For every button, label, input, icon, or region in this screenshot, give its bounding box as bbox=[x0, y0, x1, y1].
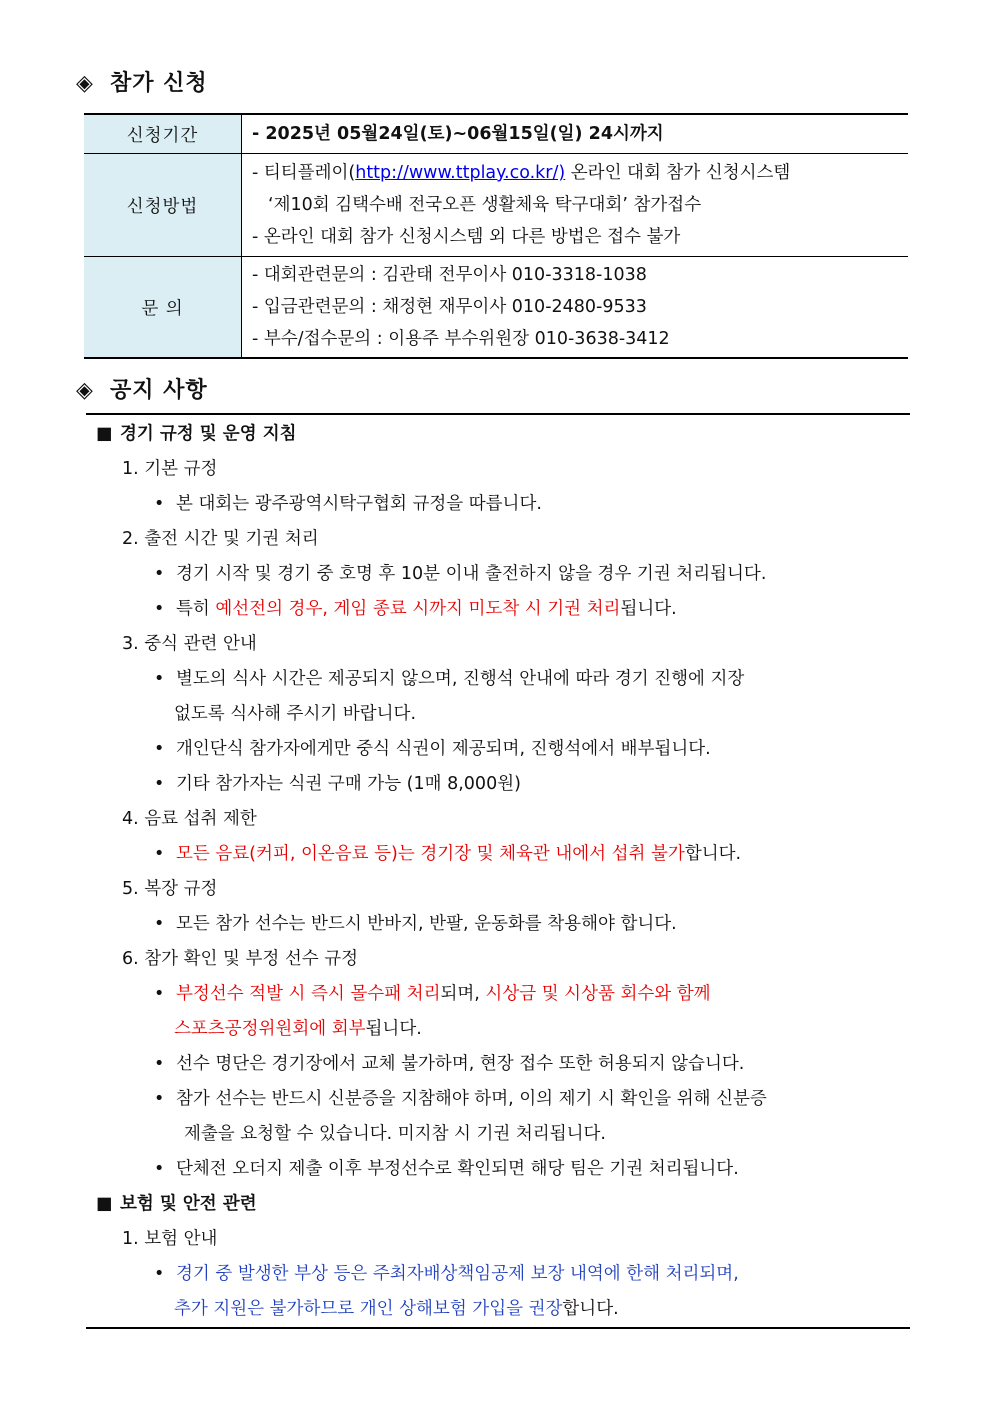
bullet-icon: • bbox=[154, 599, 165, 619]
bullet-icon: • bbox=[154, 1264, 165, 1284]
bullet-icon: • bbox=[154, 669, 165, 689]
heading-rules: ■ 경기 규정 및 운영 지침 bbox=[86, 417, 910, 452]
square-bullet-icon: ■ bbox=[96, 424, 113, 444]
list-item: • 모든 참가 선수는 반드시 반바지, 반팔, 운동화를 착용해야 합니다. bbox=[86, 907, 910, 942]
bullet-icon: • bbox=[154, 844, 165, 864]
list-item: • 경기 중 발생한 부상 등은 주최자배상책임공제 보장 내역에 한해 처리되며, bbox=[86, 1257, 910, 1292]
item-title: 4. 음료 섭취 제한 bbox=[122, 809, 257, 829]
list-item: • 부정선수 적발 시 즉시 몰수패 처리되며, 시상금 및 시상품 회수와 함께 bbox=[86, 977, 910, 1012]
bullet-icon: • bbox=[154, 739, 165, 759]
item-title: 3. 중식 관련 안내 bbox=[122, 634, 257, 654]
item-title: 6. 참가 확인 및 부정 선수 규정 bbox=[122, 949, 359, 969]
list-item-continuation: 제출을 요청할 수 있습니다. 미지참 시 기권 처리됩니다. bbox=[184, 1124, 606, 1144]
list-item: • 기타 참가자는 식권 구매 가능 (1매 8,000원) bbox=[86, 767, 910, 802]
item-title: 1. 기본 규정 bbox=[122, 459, 218, 479]
list-item-continuation: 없도록 식사해 주시기 바랍니다. bbox=[174, 704, 417, 724]
bullet-icon: • bbox=[154, 914, 165, 934]
item-title: 5. 복장 규정 bbox=[122, 879, 218, 899]
bullet-icon: • bbox=[154, 564, 165, 584]
list-item: • 경기 시작 및 경기 중 호명 후 10분 이내 출전하지 않을 경우 기권 처리됩니다. bbox=[86, 557, 910, 592]
list-item: • 참가 선수는 반드시 신분증을 지참해야 하며, 이의 제기 시 확인을 위해 신분증 bbox=[86, 1082, 910, 1117]
contact-line-payment: - 입금관련문의 : 채정현 재무이사 010-2480-9533 bbox=[252, 297, 647, 317]
contact-line-entry: - 부수/접수문의 : 이용주 부수위원장 010-3638-3412 bbox=[252, 329, 670, 349]
contact-line-event: - 대회관련문의 : 김관태 전무이사 010-3318-1038 bbox=[252, 265, 647, 285]
notice-bottom-rule bbox=[86, 1327, 910, 1329]
bullet-icon: • bbox=[154, 1089, 165, 1109]
period-row bbox=[84, 114, 908, 154]
list-item: • 본 대회는 광주광역시탁구협회 규정을 따릅니다. bbox=[86, 487, 910, 522]
square-bullet-icon: ■ bbox=[96, 1194, 113, 1214]
method-line-1: - 티티플레이(http://www.ttplay.co.kr/) 온라인 대회 참가 신청시스템 bbox=[252, 163, 791, 183]
section-title-application bbox=[76, 66, 208, 97]
method-line-3: - 온라인 대회 참가 신청시스템 외 다른 방법은 접수 불가 bbox=[252, 227, 681, 247]
method-label: 신청방법 bbox=[84, 154, 242, 257]
list-item: • 선수 명단은 경기장에서 교체 불가하며, 현장 접수 또한 허용되지 않습니다. bbox=[86, 1047, 910, 1082]
notice-body bbox=[86, 417, 910, 1327]
list-item: • 개인단식 참가자에게만 중식 식권이 제공되며, 진행석에서 배부됩니다. bbox=[86, 732, 910, 767]
item-title: 1. 보험 안내 bbox=[122, 1229, 218, 1249]
bullet-icon: • bbox=[154, 1159, 165, 1179]
item-title: 2. 출전 시간 및 기권 처리 bbox=[122, 529, 319, 549]
period-value: - 2025년 05월24일(토)~06월15일(일) 24시까지 bbox=[252, 124, 664, 144]
section-title-text: 공지 사항 bbox=[110, 378, 208, 403]
list-item-continuation: 스포츠공정위원회에 회부됩니다. bbox=[174, 1019, 422, 1039]
notice-top-rule bbox=[86, 413, 910, 415]
bullet-icon: • bbox=[154, 494, 165, 514]
contact-label: 문 의 bbox=[84, 257, 242, 359]
method-line-2: ‘제10회 김택수배 전국오픈 생활체육 탁구대회’ 참가접수 bbox=[268, 195, 702, 215]
diamond-marker-icon: ◈ bbox=[76, 71, 94, 96]
list-item: • 단체전 오더지 제출 이후 부정선수로 확인되면 해당 팀은 기권 처리됩니다. bbox=[86, 1152, 910, 1187]
section-title-notice bbox=[76, 373, 208, 404]
section-title-text: 참가 신청 bbox=[110, 71, 208, 96]
list-item-continuation: 추가 지원은 불가하므로 개인 상해보험 가입을 권장합니다. bbox=[174, 1299, 619, 1319]
heading-insurance: ■ 보험 및 안전 관련 bbox=[86, 1187, 910, 1222]
application-table bbox=[84, 113, 908, 359]
list-item: • 별도의 식사 시간은 제공되지 않으며, 진행석 안내에 따라 경기 진행에 지장 bbox=[86, 662, 910, 697]
contact-row bbox=[84, 257, 908, 359]
bullet-icon: • bbox=[154, 1054, 165, 1074]
method-row bbox=[84, 154, 908, 257]
list-item: • 모든 음료(커피, 이온음료 등)는 경기장 및 체육관 내에서 섭취 불가합니다. bbox=[86, 837, 910, 872]
bullet-icon: • bbox=[154, 984, 165, 1004]
list-item: • 특히 예선전의 경우, 게임 종료 시까지 미도착 시 기권 처리됩니다. bbox=[86, 592, 910, 627]
diamond-marker-icon: ◈ bbox=[76, 378, 94, 403]
period-label: 신청기간 bbox=[84, 114, 242, 154]
bullet-icon: • bbox=[154, 774, 165, 794]
ttplay-link[interactable]: http://www.ttplay.co.kr/) bbox=[355, 163, 566, 183]
